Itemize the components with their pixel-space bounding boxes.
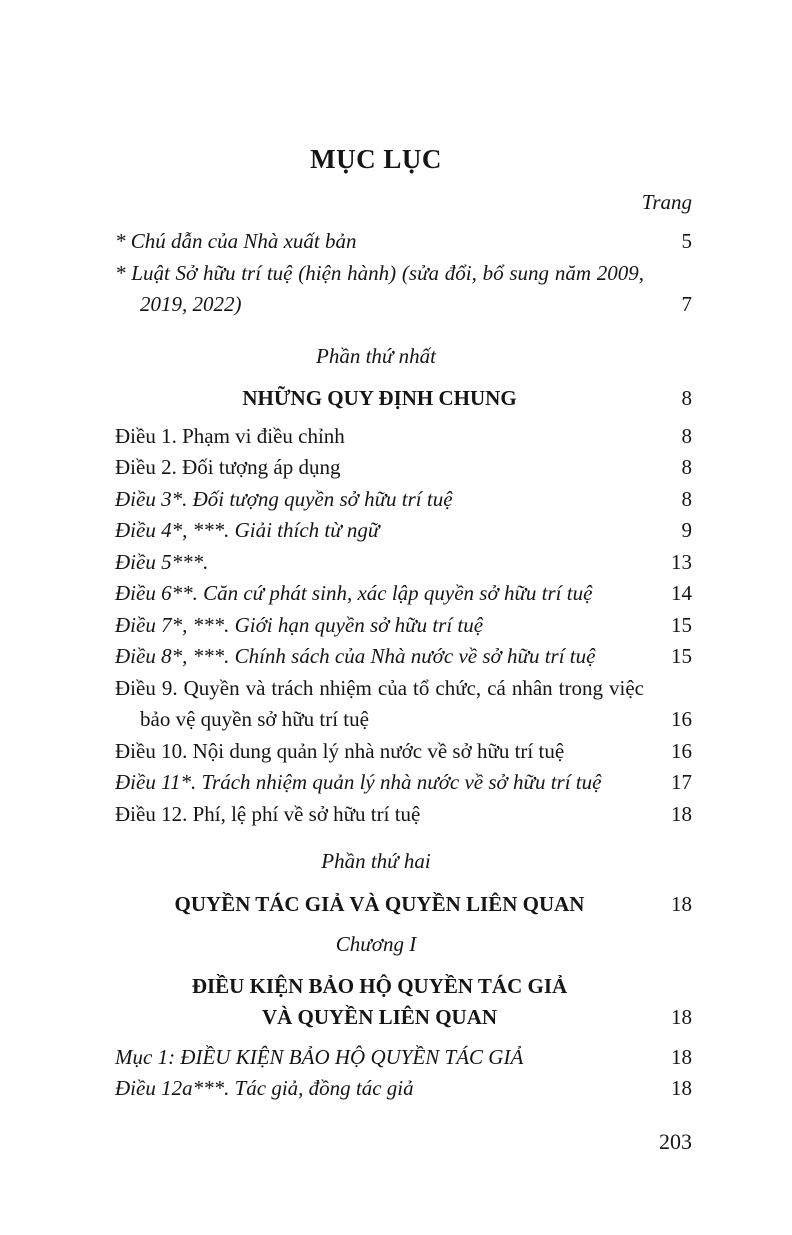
toc-entry-page: 8: [681, 423, 692, 448]
toc-entry-article-3: [115, 484, 692, 516]
toc-entry-article-11: [115, 767, 692, 799]
toc-entry-text: Điều 3*. Đối tượng quyền sở hữu trí tuệ: [115, 486, 453, 511]
toc-entry-section-1: [115, 1042, 692, 1074]
toc-entry-text: Điều 10. Nội dung quản lý nhà nước về sở hữu trí tuệ: [115, 738, 565, 763]
toc-entry-page: 5: [681, 229, 692, 253]
toc-entry-text: Điều 11*. Trách nhiệm quản lý nhà nước về sở hữu trí tuệ: [115, 770, 602, 794]
chapter-heading-1: Chương I: [335, 932, 417, 956]
toc-entry-page: 15: [671, 644, 692, 668]
toc-entry-page: 18: [671, 801, 692, 826]
toc-entry-page: 9: [681, 518, 692, 542]
toc-heading-page: 18: [671, 891, 692, 916]
toc-heading-page: 18: [671, 1005, 692, 1029]
toc-entry-page: 15: [671, 612, 692, 637]
toc-entry-text: Điều 9. Quyền và trách nhiệm của tổ chức, cá nhân trong việc bảo vệ quyền sở hữu trí tuệ: [115, 675, 644, 731]
toc-entry-text: Điều 1. Phạm vi điều chỉnh: [115, 423, 345, 448]
toc-entry-text: Điều 5***.: [115, 549, 209, 574]
toc-entry-article-8: [115, 641, 692, 673]
toc-heading-page: 8: [681, 386, 692, 410]
toc-entry-text: * Luật Sở hữu trí tuệ (hiện hành) (sửa đổi, bổ sung năm 2009, 2019, 2022): [115, 260, 644, 316]
toc-entry-article-10: [115, 736, 692, 768]
toc-entry-text: Điều 7*, ***. Giới hạn quyền sở hữu trí tuệ: [115, 612, 484, 637]
toc-heading-text: [115, 971, 644, 1034]
toc-heading-protection-conditions: [115, 971, 692, 1034]
toc-entry-text: * Chú dẫn của Nhà xuất bản: [115, 229, 357, 253]
toc-heading-copyright: [115, 889, 692, 921]
toc-entry-page: 8: [681, 486, 692, 511]
toc-entry-text: Mục 1: ĐIỀU KIỆN BẢO HỘ QUYỀN TÁC GIẢ: [115, 1044, 524, 1069]
toc-entry-text: Điều 4*, ***. Giải thích từ ngữ: [115, 518, 380, 542]
toc-entry-text: Điều 2. Đối tượng áp dụng: [115, 455, 341, 479]
toc-entry-law-title: [115, 258, 692, 321]
toc-entry-page: 18: [671, 1044, 692, 1069]
toc-heading-text: QUYỀN TÁC GIẢ VÀ QUYỀN LIÊN QUAN: [174, 891, 585, 916]
toc-entry-page: 14: [671, 581, 692, 605]
toc-entry-article-1: [115, 421, 692, 453]
toc-entry-page: 16: [671, 738, 692, 763]
toc-entry-page: 7: [681, 292, 692, 316]
toc-entry-text: Điều 6**. Căn cứ phát sinh, xác lập quyền sở hữu trí tuệ: [115, 581, 593, 605]
toc-entry-article-6: [115, 578, 692, 610]
toc-entry-page: 17: [671, 770, 692, 794]
toc-entry-page: 8: [681, 455, 692, 479]
toc-entry-article-9: [115, 673, 692, 736]
toc-entry-article-2: [115, 452, 692, 484]
toc-heading-general-provisions: [115, 383, 692, 415]
toc-entry-page: 16: [671, 707, 692, 731]
toc-entry-article-12a: [115, 1073, 692, 1105]
toc-entry-article-4: [115, 515, 692, 547]
part-heading-1: Phần thứ nhất: [316, 343, 436, 368]
footer-page-number: 203: [659, 1129, 692, 1154]
toc-entry-article-7: [115, 610, 692, 642]
toc-entry-article-12: [115, 799, 692, 831]
toc-entry-text: Điều 12a***. Tác giả, đồng tác giả: [115, 1076, 414, 1100]
toc-entry-publisher-note: [115, 226, 692, 258]
toc-entry-text: Điều 12. Phí, lệ phí về sở hữu trí tuệ: [115, 801, 421, 826]
page-column-label: Trang: [641, 190, 692, 214]
toc-entry-page: 13: [671, 549, 692, 574]
part-heading-2: Phần thứ hai: [321, 849, 431, 873]
toc-entry-text: Điều 8*, ***. Chính sách của Nhà nước về sở hữu trí tuệ: [115, 644, 596, 668]
toc-heading-text: NHỮNG QUY ĐỊNH CHUNG: [242, 386, 517, 410]
toc-entry-article-5: [115, 547, 692, 579]
toc-heading-line-1: ĐIỀU KIỆN BẢO HỘ QUYỀN TÁC GIẢ: [191, 973, 568, 998]
page-title: MỤC LỤC: [310, 144, 442, 174]
toc-heading-line-2: VÀ QUYỀN LIÊN QUAN: [261, 1005, 498, 1029]
toc-entry-page: 18: [671, 1076, 692, 1100]
